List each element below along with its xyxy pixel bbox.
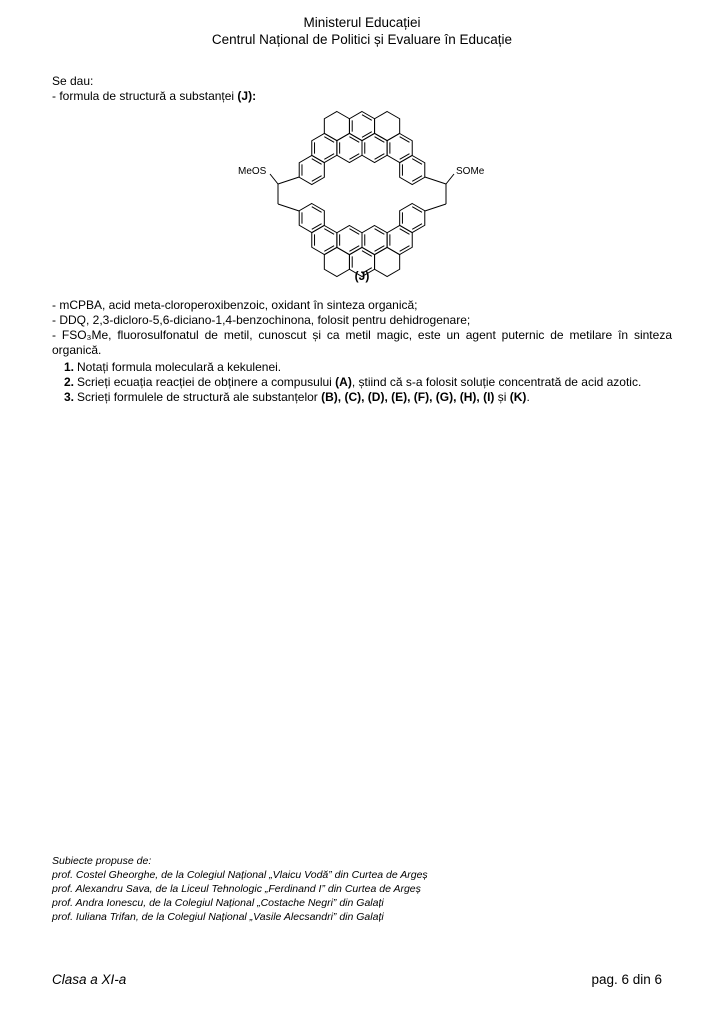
page-header [0, 14, 724, 48]
right-substituent: SOMe [456, 166, 485, 177]
double-bond [375, 229, 385, 235]
double-bond [375, 154, 385, 160]
bond [425, 177, 446, 184]
header-ministry: Ministerul Educației [303, 15, 421, 30]
given-section [52, 74, 672, 104]
question-1 [64, 360, 672, 375]
header-center: Centrul Național de Politici și Evaluare în Educație [211, 32, 513, 47]
molecule-structure [200, 104, 524, 284]
double-bond [412, 224, 422, 230]
double-bond [400, 137, 410, 143]
question-3 [64, 390, 672, 405]
double-bond [362, 115, 372, 121]
author-line: prof. Costel Gheorghe, de la Colegiul Național „Vlaicu Vodă” din Curtea de Argeș [52, 869, 428, 881]
double-bond [412, 176, 422, 182]
question-3-text: Scrieți formulele de structură ale substanțelor [77, 390, 322, 404]
question-3-conj: și [494, 390, 510, 404]
formula-compound: (J): [237, 89, 257, 103]
question-2-text: Scrieți ecuația reacției de obținere a compusului [77, 375, 336, 389]
molecule-label: (J) [354, 269, 370, 283]
bond [278, 177, 299, 184]
definition-fso3me: - FSO₃Me, fluorosulfonatul de metil, cunoscut și ca metil magic, este un agent puternic de metilare în sinteza organică. [52, 328, 672, 357]
double-bond [312, 176, 322, 182]
bond [278, 204, 299, 211]
author-line: prof. Alexandru Sava, de la Liceul Tehnologic „Ferdinand I” din Curtea de Argeș [52, 883, 421, 895]
definitions-list [52, 298, 672, 358]
double-bond [312, 207, 322, 213]
footer-class: Clasa a XI-a [52, 972, 127, 987]
double-bond [349, 154, 359, 160]
given-label: Se dau: [52, 74, 94, 88]
question-2 [64, 375, 672, 390]
left-substituent: MeOS [238, 166, 267, 177]
question-3-last-compound: (K) [509, 390, 527, 404]
question-2-text-end: , știind că s-a folosit soluție concentrată de acid azotic. [351, 375, 642, 389]
authors-block [52, 854, 428, 924]
footer-page-number: pag. 6 din 6 [591, 972, 662, 987]
double-bond [412, 159, 422, 165]
definition-mcpba: - mCPBA, acid meta-cloroperoxibenzoic, oxidant în sinteza organică; [52, 298, 418, 312]
question-2-number: 2. [64, 375, 75, 389]
bond-to-sulfur [446, 174, 454, 184]
formula-prefix: - formula de structură a substanței [52, 89, 238, 103]
double-bond [412, 207, 422, 213]
question-3-period: . [526, 390, 530, 404]
double-bond [349, 229, 359, 235]
questions-list [52, 360, 672, 405]
double-bond [324, 229, 334, 235]
double-bond [400, 246, 410, 252]
definition-ddq: - DDQ, 2,3-dicloro-5,6-diciano-1,4-benzochinona, folosit pentru dehidrogenare; [52, 313, 471, 327]
authors-title: Subiecte propuse de: [52, 855, 152, 867]
question-3-compounds: (B), (C), (D), (E), (F), (G), (H), (I) [321, 390, 495, 404]
molecule-bonds [270, 112, 454, 277]
double-bond [324, 154, 334, 160]
question-1-number: 1. [64, 360, 75, 374]
question-2-compound: (A) [335, 375, 352, 389]
question-1-text: Notați formula moleculară a kekulenei. [77, 360, 282, 374]
bond-to-sulfur [270, 174, 278, 184]
question-3-number: 3. [64, 390, 75, 404]
author-line: prof. Andra Ionescu, de la Colegiul Național „Costache Negri” din Galați [52, 897, 384, 909]
bond [425, 204, 446, 211]
formula-line [52, 89, 672, 104]
author-line: prof. Iuliana Trifan, de la Colegiul Național „Vasile Alecsandri” din Galați [52, 911, 384, 923]
